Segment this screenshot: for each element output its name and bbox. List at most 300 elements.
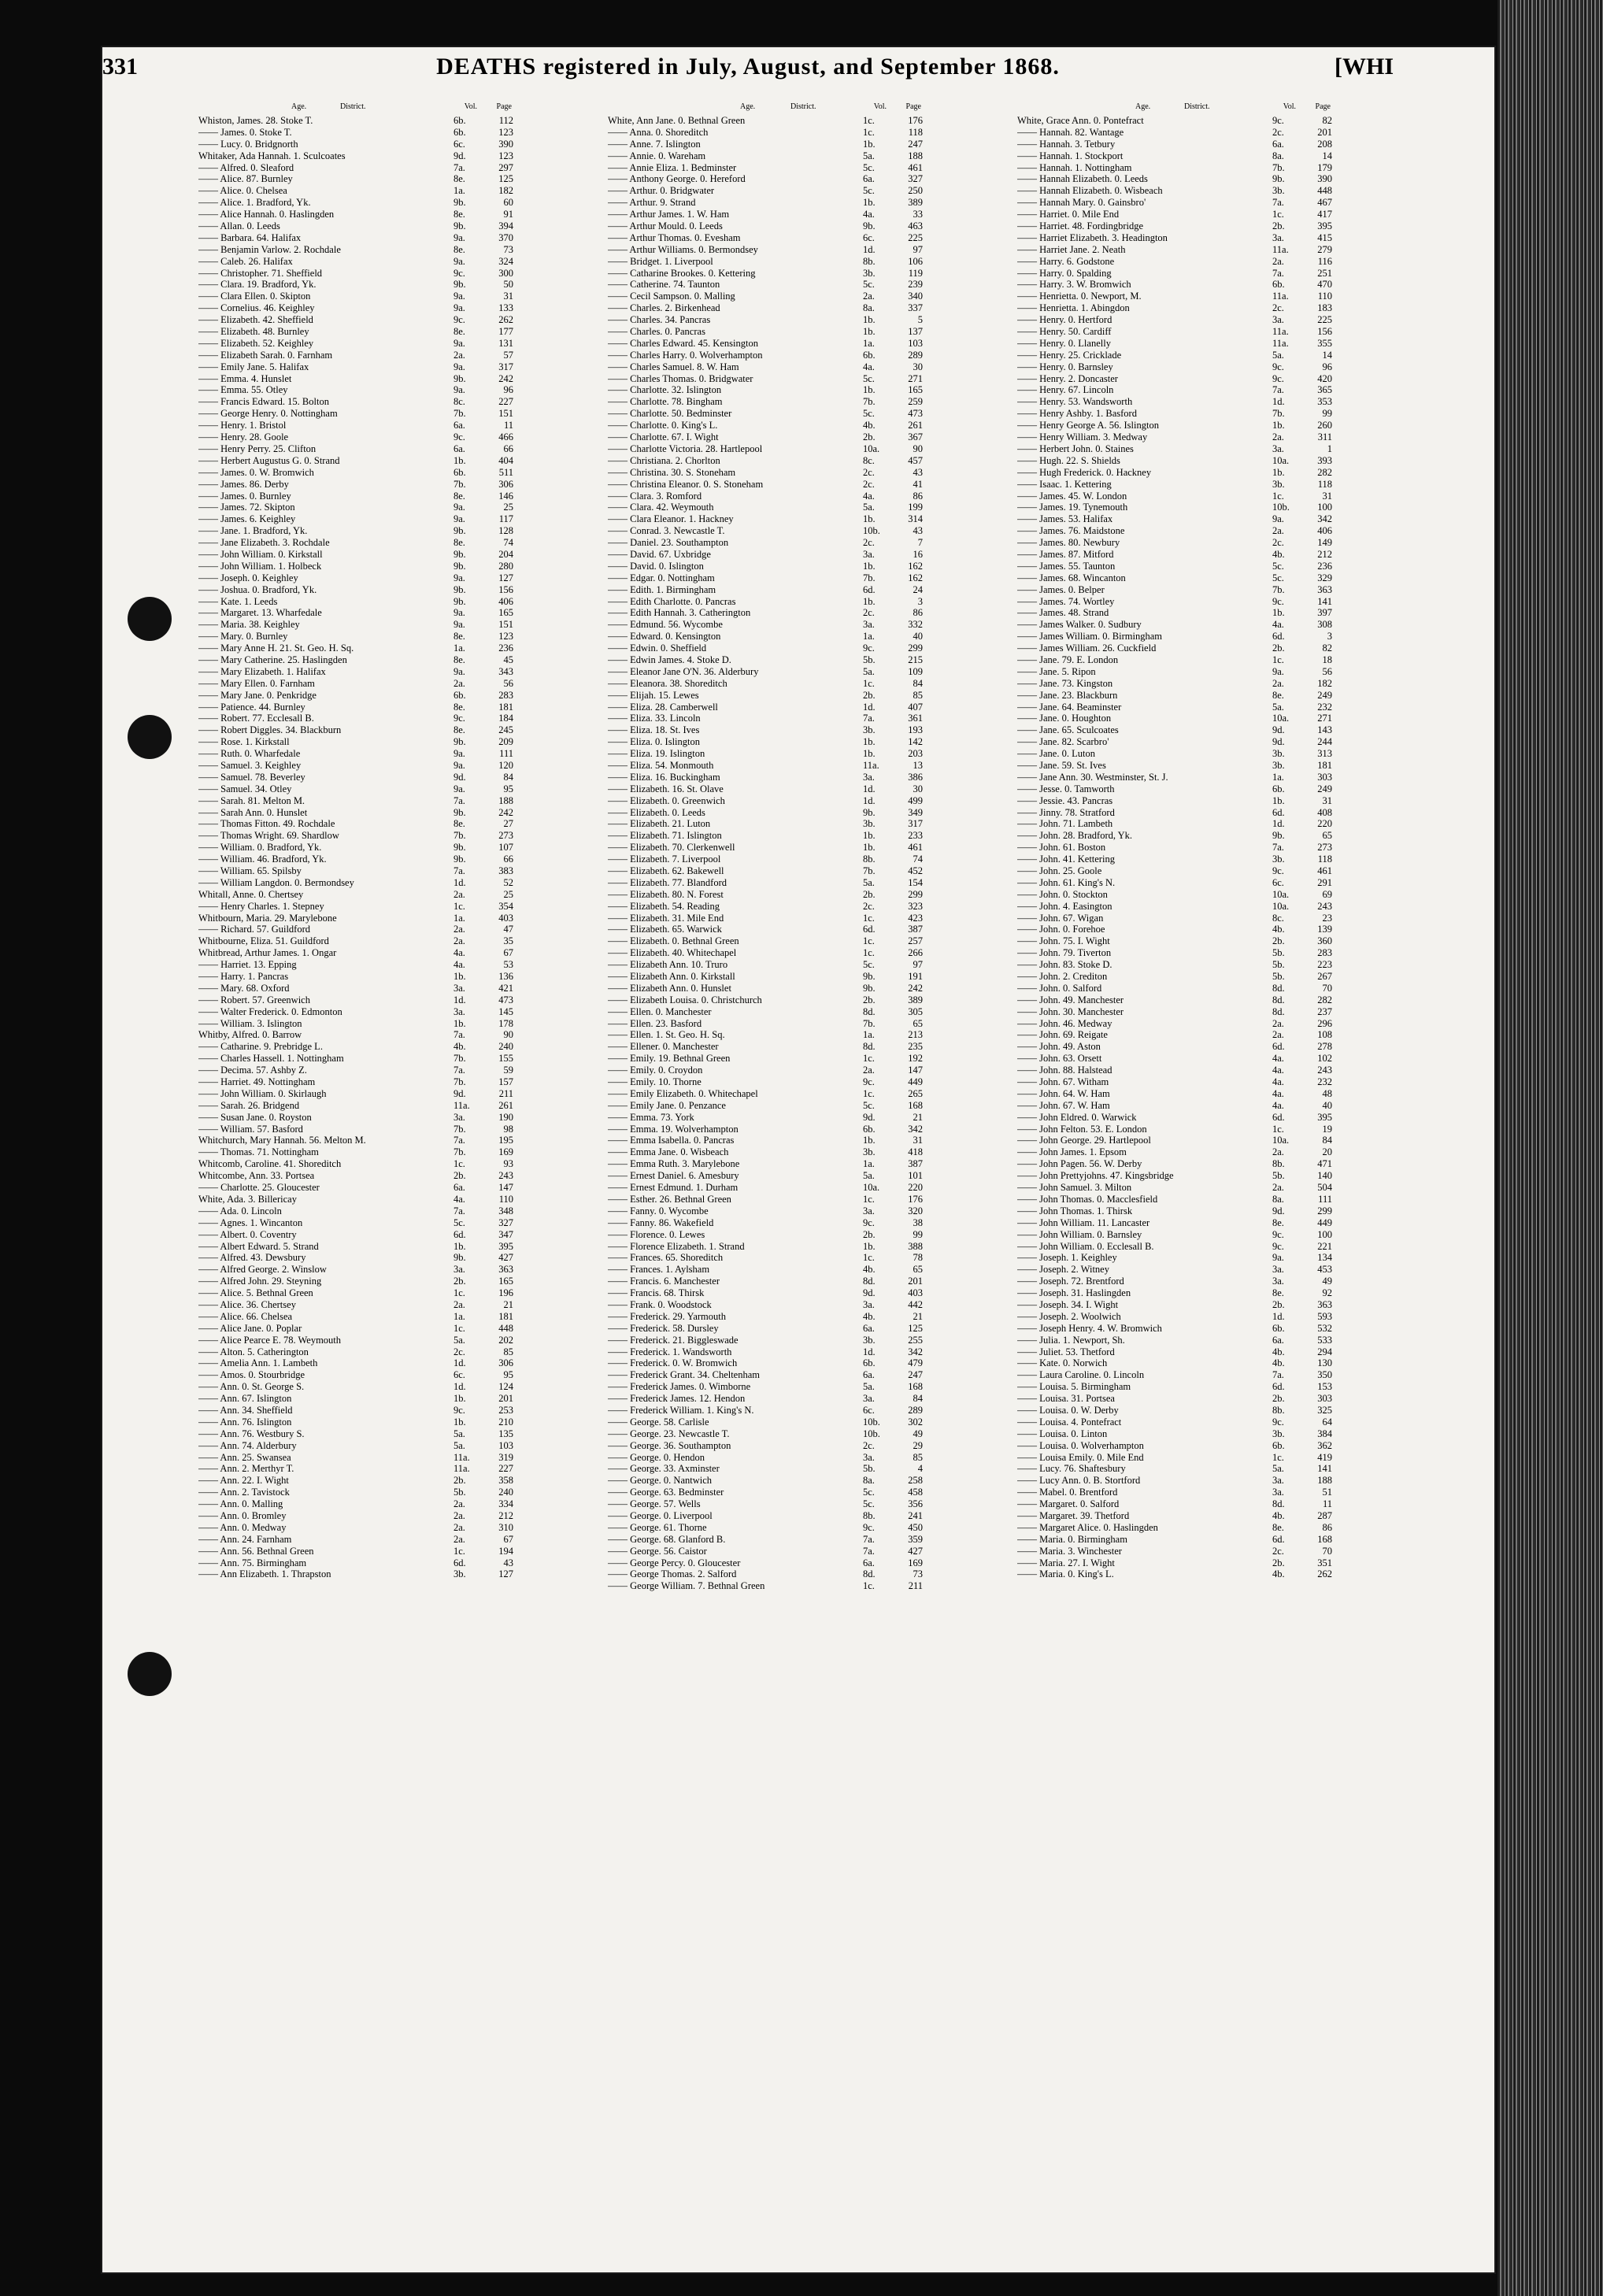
register-entry (198, 584, 513, 596)
entry-page: 253 (498, 1404, 513, 1416)
register-entry (198, 772, 513, 783)
entry-volume: 2c. (1272, 126, 1284, 138)
register-entry (1017, 983, 1332, 994)
entry-volume: 5c. (863, 185, 875, 197)
entry-name: —— Harriet. 49. Nottingham (198, 1076, 316, 1088)
entry-volume: 6c. (1272, 876, 1284, 888)
entry-name: —— David. 0. Islington (608, 560, 704, 572)
entry-name: —— John. 83. Stoke D. (1017, 959, 1112, 971)
entry-page: 479 (908, 1357, 923, 1369)
register-entry (1017, 1217, 1332, 1229)
entry-page: 208 (1317, 138, 1332, 150)
register-entry (1017, 971, 1332, 983)
entry-name: —— Ann. 56. Bethnal Green (198, 1545, 314, 1557)
entry-page: 85 (913, 1451, 923, 1463)
entry-page: 25 (503, 888, 513, 900)
entry-name: —— Mary. 0. Burnley (198, 631, 288, 643)
entry-name: —— Edwin James. 4. Stoke D. (608, 654, 731, 665)
entry-page: 23 (1322, 912, 1332, 924)
entry-volume: 5c. (863, 161, 875, 173)
entry-name: —— John. 67. Witham (1017, 1076, 1109, 1088)
entry-volume: 1b. (863, 748, 876, 760)
entry-volume: 1c. (1272, 209, 1284, 220)
entry-page: 387 (908, 924, 923, 935)
register-entry (198, 185, 513, 197)
entry-volume: 7b. (1272, 161, 1285, 173)
entry-name: —— Clara. 3. Romford (608, 490, 702, 502)
entry-volume: 8b. (1272, 1158, 1285, 1170)
entry-page: 195 (498, 1135, 513, 1146)
register-entry (608, 1440, 923, 1452)
column-header (198, 101, 513, 115)
entry-volume: 9c. (1272, 1240, 1284, 1252)
entry-name: —— Elizabeth. 0. Greenwich (608, 794, 725, 806)
entry-volume: 7b. (863, 572, 876, 583)
entry-volume: 2c. (1272, 1545, 1284, 1557)
entry-name: —— Mary. 68. Oxford (198, 982, 290, 994)
entry-volume: 5c. (863, 408, 875, 420)
register-entry (1017, 491, 1332, 502)
entry-volume: 1c. (454, 900, 465, 912)
entry-volume: 9c. (863, 643, 875, 654)
entry-volume: 6d. (863, 583, 876, 595)
entry-volume: 1b. (1272, 794, 1285, 806)
entry-page: 199 (908, 502, 923, 513)
entry-volume: 8d. (863, 1276, 876, 1287)
register-entry (1017, 702, 1332, 713)
register-entry (198, 1381, 513, 1393)
register-entry (1017, 1381, 1332, 1393)
entry-page: 73 (913, 1568, 923, 1580)
entry-page: 56 (503, 677, 513, 689)
entry-name: —— Alfred. 0. Sleaford (198, 161, 294, 173)
entry-name: —— Edward. 0. Kensington (608, 631, 721, 643)
entry-page: 74 (913, 854, 923, 865)
entry-name: —— Ann. 67. Islington (198, 1393, 292, 1405)
entry-volume: 9b. (454, 220, 466, 232)
register-entry (198, 443, 513, 455)
entry-name: —— Alice. 66. Chelsea (198, 1310, 293, 1322)
register-entry (198, 127, 513, 139)
entry-volume: 7b. (863, 865, 876, 876)
entry-name: —— Caleb. 26. Halifax (198, 255, 293, 267)
entry-page: 221 (1317, 1240, 1332, 1252)
register-entry (198, 1335, 513, 1346)
entry-volume: 8d. (1272, 1005, 1285, 1017)
register-entry (198, 150, 513, 162)
entry-volume: 4b. (863, 1264, 876, 1276)
entry-page: 11 (503, 420, 513, 431)
register-entry (608, 865, 923, 877)
register-entry (198, 572, 513, 584)
register-entry (608, 654, 923, 666)
entry-volume: 9b. (454, 548, 466, 560)
register-entry (1017, 830, 1332, 842)
entry-volume: 1b. (454, 1393, 466, 1405)
entry-volume: 3a. (454, 1005, 465, 1017)
entry-volume: 3b. (863, 818, 876, 830)
entry-volume: 1b. (863, 197, 876, 209)
entry-name: —— Elizabeth. 80. N. Forest (608, 888, 724, 900)
entry-volume: 1c. (1272, 1123, 1284, 1135)
register-entry (608, 830, 923, 842)
entry-volume: 2a. (1272, 255, 1284, 267)
entry-name: —— Kate. 1. Leeds (198, 595, 278, 607)
entry-volume: 8a. (1272, 150, 1284, 161)
entry-page: 140 (1317, 1170, 1332, 1182)
entry-volume: 10b. (863, 1428, 880, 1439)
entry-page: 367 (908, 431, 923, 443)
entry-page: 103 (908, 337, 923, 349)
entry-page: 473 (498, 994, 513, 1005)
entry-name: —— Arthur. 9. Strand (608, 197, 696, 209)
entry-page: 243 (1317, 1065, 1332, 1076)
register-entry (198, 1428, 513, 1440)
entry-page: 86 (913, 490, 923, 502)
entry-page: 457 (908, 454, 923, 466)
entry-volume: 9d. (1272, 724, 1285, 736)
register-entry (198, 173, 513, 185)
entry-volume: 5b. (1272, 959, 1285, 971)
entry-name: —— Eliza. 18. St. Ives (608, 724, 700, 736)
entry-page: 43 (913, 466, 923, 478)
entry-volume: 5a. (454, 1334, 465, 1346)
entry-page: 418 (908, 1146, 923, 1158)
entry-volume: 2a. (1272, 677, 1284, 689)
register-entry (198, 1346, 513, 1358)
entry-page: 302 (908, 1416, 923, 1428)
entry-volume: 8d. (1272, 994, 1285, 1005)
entry-page: 297 (498, 161, 513, 173)
register-entry (608, 502, 923, 513)
entry-volume: 5c. (863, 959, 875, 971)
entry-name: —— Elizabeth. 62. Bakewell (608, 865, 724, 876)
register-entry (1017, 1135, 1332, 1146)
entry-page: 33 (913, 209, 923, 220)
entry-name: —— John Thomas. 0. Macclesfield (1017, 1193, 1158, 1205)
register-entry (1017, 1487, 1332, 1498)
register-entry (1017, 1452, 1332, 1464)
entry-page: 314 (908, 513, 923, 525)
entry-volume: 5b. (863, 1463, 876, 1475)
entry-page: 204 (498, 548, 513, 560)
register-entry (198, 783, 513, 795)
entry-volume: 4a. (1272, 1053, 1284, 1065)
register-entry (198, 1287, 513, 1299)
entry-page: 139 (1317, 924, 1332, 935)
entry-name: —— Louisa. 31. Portsea (1017, 1393, 1115, 1405)
entry-page: 90 (913, 443, 923, 454)
entry-name: —— George. 58. Carlisle (608, 1416, 709, 1428)
entry-name: —— Henry. 53. Wandsworth (1017, 396, 1133, 408)
entry-page: 128 (498, 525, 513, 537)
entry-volume: 11a. (454, 1463, 470, 1475)
entry-page: 389 (908, 197, 923, 209)
entry-volume: 3b. (863, 724, 876, 736)
entry-name: —— Henrietta. 1. Abingdon (1017, 302, 1130, 314)
entry-name: —— James. 0. Burnley (198, 490, 291, 502)
entry-volume: 9c. (454, 1404, 465, 1416)
entry-page: 397 (1317, 607, 1332, 619)
register-entry (608, 1498, 923, 1510)
register-entry (1017, 596, 1332, 608)
register-entry (608, 1416, 923, 1428)
register-entry (198, 1546, 513, 1557)
entry-volume: 1b. (863, 560, 876, 572)
entry-name: —— Eliza. 54. Monmouth (608, 759, 714, 771)
register-entry (1017, 1287, 1332, 1299)
register-entry (608, 1229, 923, 1241)
register-entry (198, 690, 513, 702)
entry-name: —— John. 79. Tiverton (1017, 947, 1112, 959)
register-entry (198, 760, 513, 772)
entry-name: —— John William. 0. Barnsley (1017, 1228, 1142, 1240)
register-entry (1017, 1299, 1332, 1311)
register-entry (198, 408, 513, 420)
register-entry (1017, 1393, 1332, 1405)
entry-page: 13 (913, 759, 923, 771)
entry-page: 363 (1317, 1298, 1332, 1310)
entry-volume: 3b. (1272, 748, 1285, 760)
entry-name: —— James. 0. Stoke T. (198, 126, 292, 138)
entry-page: 240 (498, 1041, 513, 1053)
entry-page: 31 (1322, 794, 1332, 806)
register-entry (198, 162, 513, 174)
entry-name: —— Emily. 19. Bethnal Green (608, 1053, 731, 1065)
entry-volume: 8e. (1272, 1217, 1284, 1228)
register-entry (1017, 935, 1332, 947)
entry-volume: 1c. (863, 115, 875, 126)
entry-name: —— Elizabeth. 65. Warwick (608, 924, 722, 935)
register-entry (198, 1510, 513, 1522)
entry-volume: 8c. (863, 454, 875, 466)
entry-volume: 9d. (863, 1111, 876, 1123)
entry-volume: 3b. (454, 1568, 466, 1580)
entry-page: 156 (1317, 326, 1332, 338)
entry-name: —— John. 64. W. Ham (1017, 1087, 1110, 1099)
entry-volume: 8e. (454, 654, 465, 665)
entry-page: 182 (1317, 677, 1332, 689)
entry-page: 45 (503, 654, 513, 665)
entry-volume: 2a. (454, 677, 465, 689)
entry-volume: 7b. (863, 1017, 876, 1029)
entry-name: White, Ann Jane. 0. Bethnal Green (608, 115, 746, 126)
register-column-3 (1017, 101, 1332, 1580)
entry-name: —— Albert. 0. Coventry (198, 1228, 297, 1240)
entry-volume: 8a. (863, 1475, 875, 1487)
entry-volume: 2a. (454, 1521, 465, 1533)
vol-header: Vol. (464, 102, 477, 111)
vol-header: Vol. (1283, 102, 1296, 111)
entry-name: —— Frederick James. 0. Wimborne (608, 1381, 751, 1393)
entry-name: —— Joseph. 31. Haslingden (1017, 1287, 1131, 1299)
register-entry (608, 1124, 923, 1135)
entry-page: 165 (498, 1276, 513, 1287)
entry-page: 84 (1322, 1135, 1332, 1146)
register-entry (198, 1369, 513, 1381)
entry-volume: 1b. (863, 595, 876, 607)
entry-page: 168 (1317, 1533, 1332, 1545)
entry-volume: 9c. (1272, 865, 1284, 876)
entry-name: —— Henry. 67. Lincoln (1017, 384, 1114, 396)
register-entry (1017, 291, 1332, 302)
entry-name: —— John. 4. Easington (1017, 900, 1112, 912)
entry-volume: 6b. (454, 126, 466, 138)
entry-page: 271 (1317, 713, 1332, 724)
register-entry (198, 736, 513, 748)
entry-volume: 6b. (454, 115, 466, 126)
register-entry (1017, 162, 1332, 174)
register-entry (1017, 1146, 1332, 1158)
entry-volume: 5a. (863, 1381, 875, 1393)
register-entry (608, 1018, 923, 1030)
register-entry (1017, 1170, 1332, 1182)
register-entry (1017, 1405, 1332, 1416)
entry-name: —— Ann. 75. Birmingham (198, 1557, 307, 1568)
entry-volume: 4a. (1272, 1087, 1284, 1099)
entry-page: 319 (498, 1451, 513, 1463)
entry-page: 461 (908, 161, 923, 173)
entry-name: —— Eliza. 16. Buckingham (608, 771, 720, 783)
entry-volume: 7a. (1272, 267, 1284, 279)
entry-name: —— Emily Jane. 0. Penzance (608, 1099, 726, 1111)
entry-volume: 2b. (454, 1475, 466, 1487)
entry-page: 31 (913, 1135, 923, 1146)
entry-volume: 3a. (863, 771, 875, 783)
entry-page: 283 (1317, 947, 1332, 959)
register-entry (608, 408, 923, 420)
entry-page: 16 (913, 548, 923, 560)
entry-volume: 2b. (1272, 1393, 1285, 1405)
entry-name: —— Benjamin Varlow. 2. Rochdale (198, 243, 341, 255)
entry-name: —— Frederick. 58. Dursley (608, 1322, 719, 1334)
entry-name: —— Alton. 5. Catherington (198, 1346, 309, 1357)
register-entry (198, 1100, 513, 1112)
entry-name: —— Louisa. 0. W. Derby (1017, 1404, 1119, 1416)
page-header (102, 54, 1394, 85)
register-entry (608, 1041, 923, 1053)
entry-name: —— Arthur Thomas. 0. Evesham (608, 231, 741, 243)
entry-page: 449 (908, 1076, 923, 1088)
register-entry (198, 619, 513, 631)
entry-page: 265 (908, 1087, 923, 1099)
entry-page: 342 (1317, 513, 1332, 525)
entry-page: 363 (1317, 583, 1332, 595)
entry-page: 116 (1317, 255, 1332, 267)
register-entry (198, 1276, 513, 1287)
entry-page: 165 (908, 384, 923, 396)
entry-name: —— Christopher. 71. Sheffield (198, 267, 323, 279)
entry-page: 110 (1317, 291, 1332, 302)
entry-name: —— Samuel. 78. Beverley (198, 771, 305, 783)
register-entry (1017, 502, 1332, 513)
entry-page: 65 (913, 1264, 923, 1276)
entry-volume: 1b. (863, 842, 876, 854)
entry-volume: 9d. (454, 150, 466, 161)
entry-name: —— Charles. 2. Birkenhead (608, 302, 720, 314)
entry-volume: 1d. (1272, 818, 1285, 830)
entry-page: 420 (1317, 372, 1332, 384)
register-entry (1017, 572, 1332, 584)
entry-name: —— Allan. 0. Leeds (198, 220, 280, 232)
entry-page: 48 (1322, 1087, 1332, 1099)
entry-volume: 7a. (454, 1205, 465, 1217)
entry-name: —— John Felton. 53. E. London (1017, 1123, 1147, 1135)
entry-volume: 9c. (1272, 595, 1284, 607)
register-entry (608, 724, 923, 736)
entry-page: 223 (1317, 959, 1332, 971)
entry-volume: 1c. (1272, 654, 1284, 665)
entry-page: 111 (1318, 1193, 1332, 1205)
entry-volume: 4a. (454, 959, 465, 971)
register-entry (1017, 1158, 1332, 1170)
entry-name: —— Ann Elizabeth. 1. Thrapston (198, 1568, 331, 1580)
register-entry (608, 232, 923, 244)
register-entry (198, 1217, 513, 1229)
entry-page: 404 (498, 454, 513, 466)
entry-name: —— Richard. 57. Guildford (198, 924, 310, 935)
entry-volume: 2c. (863, 1439, 875, 1451)
entry-name: —— Frederick William. 1. King's N. (608, 1404, 754, 1416)
register-entry (608, 1287, 923, 1299)
register-entry (198, 631, 513, 643)
entry-page: 84 (503, 771, 513, 783)
register-entry (1017, 408, 1332, 420)
entry-volume: 1b. (454, 1017, 466, 1029)
entry-name: —— Robert. 77. Ecclesall B. (198, 713, 314, 724)
entry-page: 98 (503, 1123, 513, 1135)
entry-page: 19 (1322, 1123, 1332, 1135)
column-header (608, 101, 923, 115)
entry-volume: 1c. (863, 912, 875, 924)
entry-name: —— Conrad. 3. Newcastle T. (608, 525, 725, 537)
entry-page: 421 (498, 982, 513, 994)
entry-page: 182 (498, 185, 513, 197)
entry-name: —— David. 67. Uxbridge (608, 548, 711, 560)
register-entry (608, 1217, 923, 1229)
register-entry (198, 889, 513, 901)
entry-page: 95 (503, 1369, 513, 1381)
entry-page: 65 (1322, 830, 1332, 842)
entry-name: —— Agnes. 1. Wincanton (198, 1217, 303, 1228)
entry-page: 97 (913, 959, 923, 971)
entry-page: 347 (498, 1228, 513, 1240)
entry-volume: 9a. (454, 607, 465, 619)
entry-volume: 9b. (454, 1252, 466, 1264)
entry-name: Whitbourne, Eliza. 51. Guildford (198, 935, 329, 947)
entry-page: 134 (1317, 1252, 1332, 1264)
entry-volume: 3a. (863, 1205, 875, 1217)
entry-volume: 8d. (863, 1005, 876, 1017)
register-entry (1017, 1018, 1332, 1030)
entry-name: —— Charlotte. 25. Gloucester (198, 1182, 320, 1194)
entry-volume: 1d. (863, 243, 876, 255)
register-entry (198, 1264, 513, 1276)
entry-name: —— Lucy. 0. Bridgnorth (198, 138, 298, 150)
register-entry (608, 666, 923, 678)
entry-page: 169 (498, 1146, 513, 1158)
entry-page: 108 (1317, 1029, 1332, 1041)
entry-name: —— Frances. 1. Aylsham (608, 1264, 710, 1276)
register-entry (198, 1534, 513, 1546)
entry-name: —— Frederick. 1. Wandsworth (608, 1346, 732, 1357)
entry-name: —— Bridget. 1. Liverpool (608, 255, 713, 267)
register-entry (1017, 1100, 1332, 1112)
entry-page: 201 (498, 1393, 513, 1405)
entry-name: —— Emma. 4. Hunslet (198, 372, 292, 384)
district-header: District. (790, 102, 816, 111)
register-entry (198, 1440, 513, 1452)
